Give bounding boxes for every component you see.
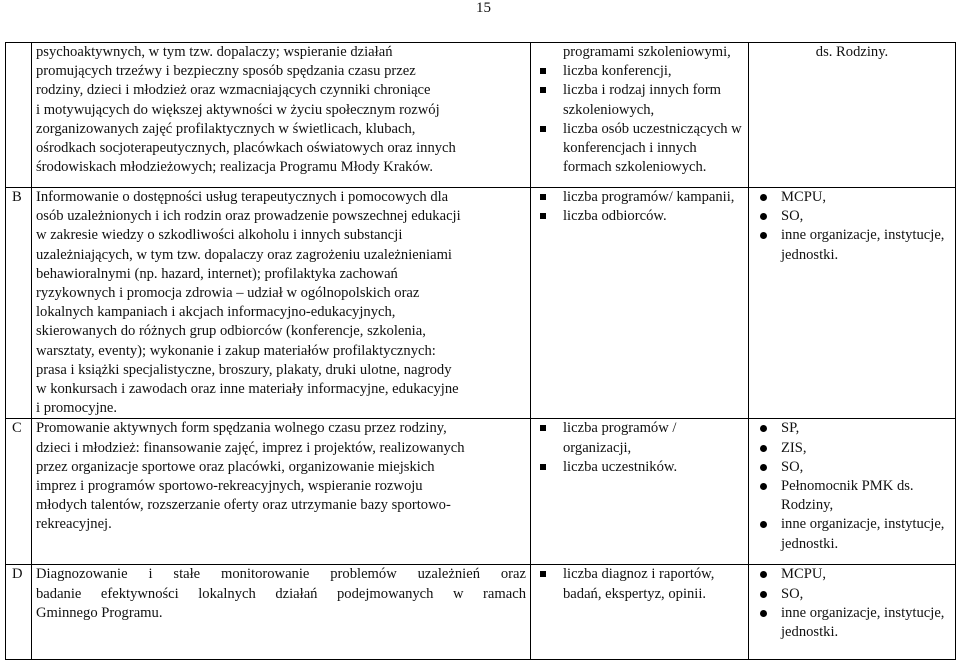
- partner-item: MCPU,: [753, 565, 951, 584]
- indicator-item: liczba diagnoz i raportów, badań, ekspertyz, opinii.: [535, 565, 744, 603]
- indicator-item: liczba konferencji,: [535, 62, 744, 81]
- row-indicators: [531, 565, 749, 660]
- partner-item: SO,: [753, 585, 951, 604]
- row-letter: B: [6, 188, 32, 419]
- indicator-item: liczba programów/ kampanii,: [535, 188, 744, 207]
- table-row: [6, 565, 956, 660]
- description-line: psychoaktywnych, w tym tzw. dopalaczy; wspieranie działań: [36, 44, 393, 60]
- row-letter: D: [6, 565, 32, 660]
- description-line: młodych talentów, rozszerzanie oferty oraz utrzymanie bazy sportowo-: [36, 497, 451, 514]
- indicator-item: liczba osób uczestniczących w konferencjach i innych formach szkoleniowych.: [535, 120, 744, 178]
- description-line: dzieci i młodzież: finansowanie zajęć, imprez i projektów, realizowanych: [36, 439, 465, 456]
- table-row: [6, 43, 956, 188]
- description-line: i promocyjne.: [36, 400, 118, 417]
- description-line: rekreacyjnej.: [36, 516, 112, 533]
- description-line: ryzykownych i promocja zdrowia – udział w ogólnopolskich oraz: [36, 285, 420, 302]
- description-line: przez organizacje sportowe oraz placówki, organizowanie miejskich: [36, 458, 435, 475]
- description-line: Gminnego Programu.: [36, 604, 163, 621]
- row-description: [32, 188, 531, 419]
- row-partners: [749, 188, 956, 419]
- partner-continuation: ds. Rodziny.: [815, 44, 889, 60]
- description-line: Informowanie o dostępności usług terapeutycznych i pomocowych dla: [36, 189, 449, 205]
- page-number: 15: [476, 0, 491, 16]
- description-line: badanie efektywności lokalnych działań podejmowanych w ramach: [36, 585, 526, 602]
- action-table: [5, 42, 956, 660]
- description-line: środowiskach młodzieżowych; realizacja Programu Młody Kraków.: [36, 159, 434, 176]
- description-line: Promowanie aktywnych form spędzania wolnego czasu przez rodziny,: [36, 420, 447, 437]
- partner-item: inne organizacje, instytucje, jednostki.: [753, 515, 951, 553]
- description-line: uzależniających, w tym tzw. dopalaczy oraz zagrożeniu uzależnieniami: [36, 246, 452, 263]
- table-row: [6, 419, 956, 565]
- description-line: prasa i książki specjalistyczne, broszury, plakaty, druki ulotne, nagrody: [36, 361, 452, 378]
- row-letter: [6, 43, 32, 188]
- indicator-item: liczba i rodzaj innych form szkoleniowych,: [535, 81, 744, 119]
- description-line: Diagnozowanie i stałe monitorowanie problemów uzależnień oraz: [36, 566, 526, 583]
- description-line: ośrodkach socjoterapeutycznych, placówkach oświatowych oraz innych: [36, 140, 456, 157]
- row-partners: [749, 43, 956, 188]
- partner-item: MCPU,: [753, 188, 951, 207]
- partner-item: SP,: [753, 419, 951, 438]
- description-line: w zakresie wiedzy o szkodliwości alkoholu i innych substancji: [36, 227, 403, 244]
- row-partners: [749, 419, 956, 565]
- row-description: [32, 419, 531, 565]
- description-line: imprez i programów sportowo-rekreacyjnych, wspieranie rozwoju: [36, 478, 423, 495]
- partner-item: SO,: [753, 458, 951, 477]
- description-line: lokalnych kampaniach i akcjach informacyjno-edukacyjnych,: [36, 304, 396, 321]
- indicator-item: liczba programów / organizacji,: [535, 419, 744, 457]
- partner-item: inne organizacje, instytucje, jednostki.: [753, 226, 951, 264]
- indicator-continuation: programami szkoleniowymi,: [563, 44, 731, 60]
- description-line: i motywujących do większej aktywności w życiu społecznym rozwój: [36, 101, 440, 118]
- row-description: [32, 43, 531, 188]
- partner-item: inne organizacje, instytucje, jednostki.: [753, 604, 951, 642]
- row-partners: [749, 565, 956, 660]
- row-indicators: [531, 43, 749, 188]
- row-indicators: [531, 419, 749, 565]
- partner-item: SO,: [753, 207, 951, 226]
- indicator-item: liczba odbiorców.: [535, 207, 744, 226]
- table-row: [6, 188, 956, 419]
- row-description: [32, 565, 531, 660]
- description-line: rodziny, dzieci i młodzież oraz wzmacniających czynniki chroniące: [36, 82, 431, 99]
- indicator-item: liczba uczestników.: [535, 458, 744, 477]
- partner-item: Pełnomocnik PMK ds. Rodziny,: [753, 477, 951, 515]
- row-indicators: [531, 188, 749, 419]
- description-line: w konkursach i zawodach oraz inne materiały informacyjne, edukacyjne: [36, 381, 459, 398]
- description-line: behawioralnymi (np. hazard, internet); profilaktyka zachowań: [36, 265, 398, 282]
- description-line: promujących trzeźwy i bezpieczny sposób spędzania czasu przez: [36, 63, 416, 80]
- partner-item: ZIS,: [753, 439, 951, 458]
- row-letter: C: [6, 419, 32, 565]
- description-line: warsztaty, eventy); wykonanie i zakup materiałów profilaktycznych:: [36, 342, 436, 359]
- description-line: osób uzależnionych i ich rodzin oraz prowadzenie powszechnej edukacji: [36, 208, 461, 225]
- description-line: skierowanych do różnych grup odbiorców (konferencje, szkolenia,: [36, 323, 426, 340]
- description-line: zorganizowanych zajęć profilaktycznych w świetlicach, klubach,: [36, 120, 416, 137]
